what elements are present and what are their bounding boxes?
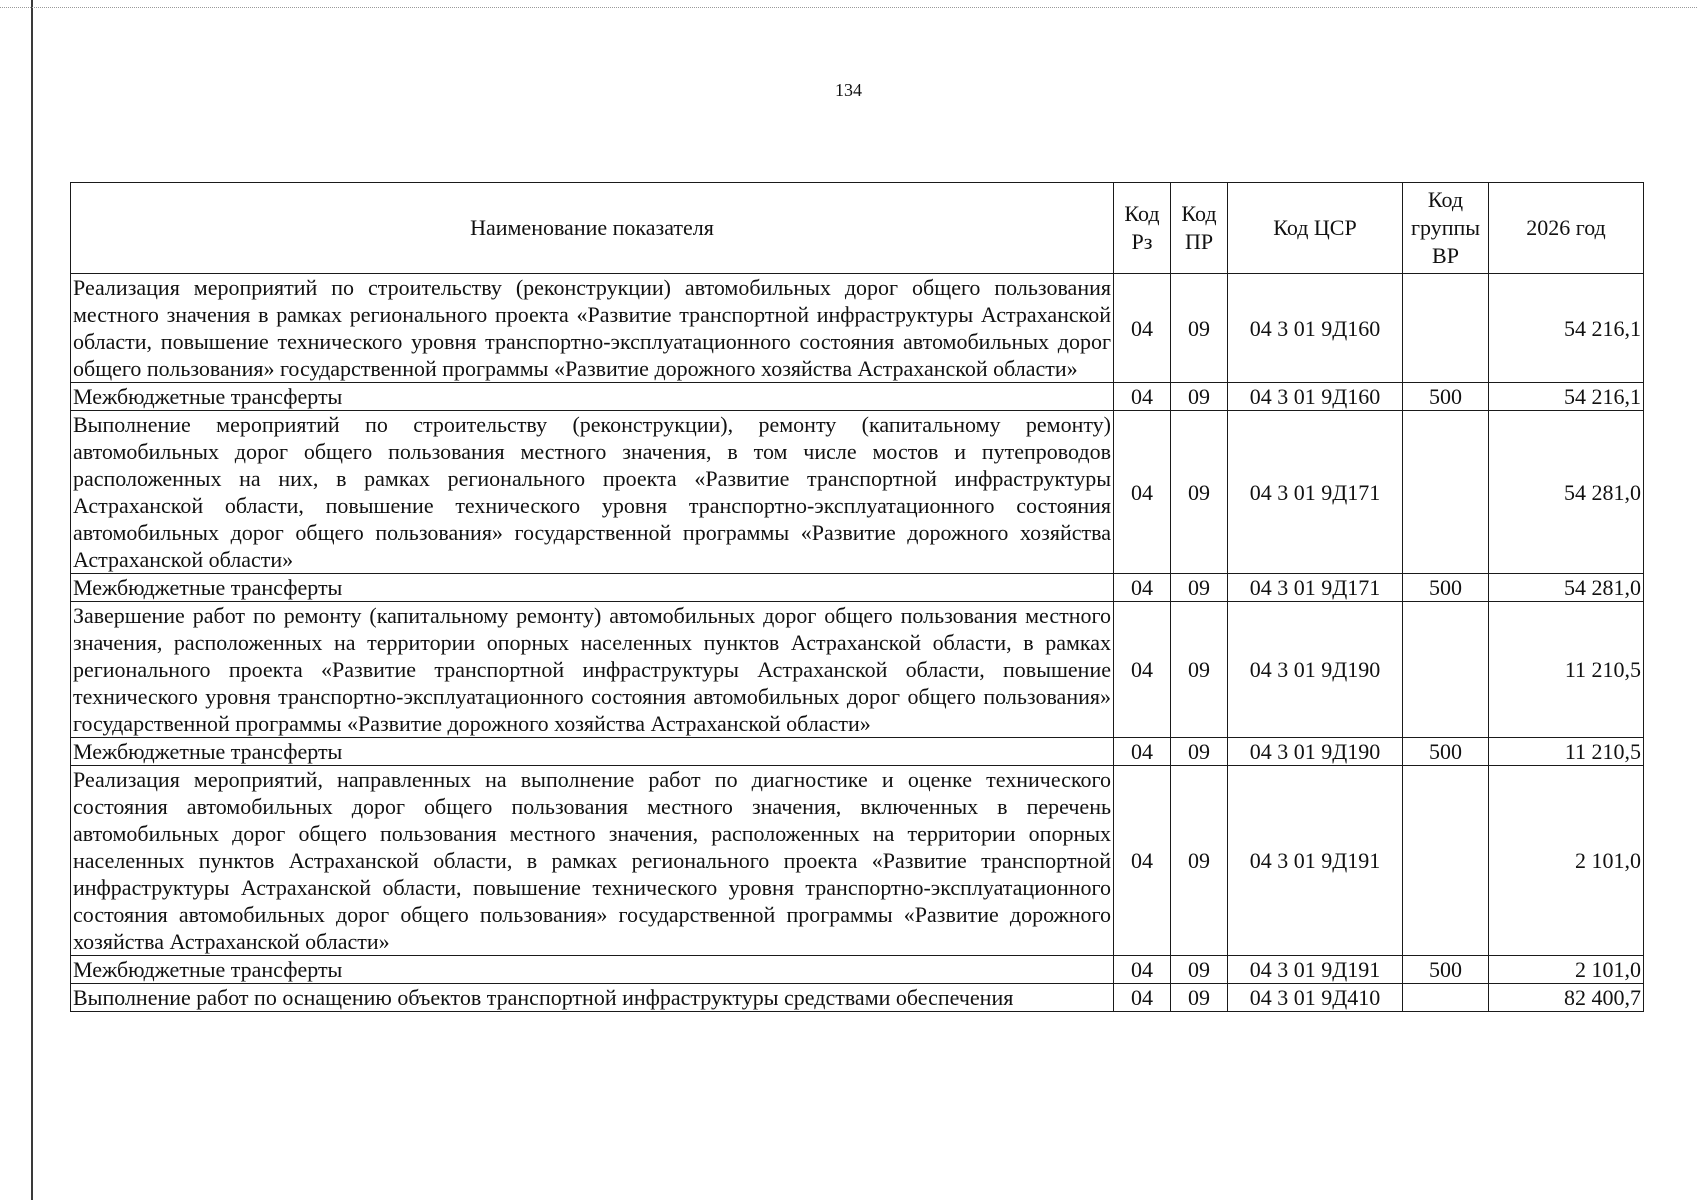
row-csr: 04 3 01 9Д410 [1228, 984, 1403, 1012]
row-csr: 04 3 01 9Д171 [1228, 574, 1403, 602]
budget-table [70, 182, 1644, 1012]
row-pr: 09 [1171, 274, 1228, 383]
row-csr: 04 3 01 9Д171 [1228, 411, 1403, 574]
row-name: Межбюджетные трансферты [71, 956, 1114, 984]
row-amount: 2 101,0 [1489, 956, 1644, 984]
row-name: Реализация мероприятий по строительству (реконструкции) автомобильных дорог общего пользования местного значения в рамках регионального проекта «Развитие транспортной инфраструктуры Астраханской области, повышение технического уровня транспортно-эксплуатационного состояния автомобильных дорог общего пользования» государственной программы «Развитие дорожного хозяйства Астраханской области» [71, 274, 1114, 383]
row-name: Завершение работ по ремонту (капитальному ремонту) автомобильных дорог общего пользования местного значения, расположенных на территории опорных населенных пунктов Астраханской области, в рамках регионального проекта «Развитие транспортной инфраструктуры Астраханской области, повышение технического уровня транспортно-эксплуатационного состояния автомобильных дорог общего пользования» государственной программы «Развитие дорожного хозяйства Астраханской области» [71, 602, 1114, 738]
table-row [71, 766, 1644, 956]
header-year: 2026 год [1489, 183, 1644, 274]
row-vr: 500 [1403, 574, 1489, 602]
table-row [71, 984, 1644, 1012]
row-pr: 09 [1171, 738, 1228, 766]
row-csr: 04 3 01 9Д160 [1228, 383, 1403, 411]
row-pr: 09 [1171, 574, 1228, 602]
row-pr: 09 [1171, 766, 1228, 956]
row-vr [1403, 602, 1489, 738]
table-header [71, 183, 1644, 274]
header-name: Наименование показателя [71, 183, 1114, 274]
scan-top-edge [0, 7, 1697, 8]
row-csr: 04 3 01 9Д190 [1228, 738, 1403, 766]
header-rz: Код Рз [1114, 183, 1171, 274]
row-vr [1403, 766, 1489, 956]
table-row [71, 274, 1644, 383]
row-amount: 11 210,5 [1489, 738, 1644, 766]
row-vr: 500 [1403, 383, 1489, 411]
table-row [71, 574, 1644, 602]
row-vr: 500 [1403, 738, 1489, 766]
row-csr: 04 3 01 9Д160 [1228, 274, 1403, 383]
row-vr [1403, 411, 1489, 574]
table-row [71, 383, 1644, 411]
row-name: Межбюджетные трансферты [71, 574, 1114, 602]
row-amount: 54 216,1 [1489, 383, 1644, 411]
header-row [71, 183, 1644, 274]
header-pr: Код ПР [1171, 183, 1228, 274]
row-csr: 04 3 01 9Д190 [1228, 602, 1403, 738]
row-csr: 04 3 01 9Д191 [1228, 766, 1403, 956]
row-vr: 500 [1403, 956, 1489, 984]
row-rz: 04 [1114, 956, 1171, 984]
row-csr: 04 3 01 9Д191 [1228, 956, 1403, 984]
row-name: Реализация мероприятий, направленных на выполнение работ по диагностике и оценке технического состояния автомобильных дорог общего пользования местного значения, включенных в перечень автомобильных дорог общего пользования местного значения, расположенных на территории опорных населенных пунктов Астраханской области, в рамках регионального проекта «Развитие транспортной инфраструктуры Астраханской области, повышение технического уровня транспортно-эксплуатационного состояния автомобильных дорог общего пользования» государственной программы «Развитие дорожного хозяйства Астраханской области» [71, 766, 1114, 956]
row-name: Межбюджетные трансферты [71, 738, 1114, 766]
row-amount: 11 210,5 [1489, 602, 1644, 738]
row-amount: 2 101,0 [1489, 766, 1644, 956]
row-name: Выполнение работ по оснащению объектов транспортной инфраструктуры средствами обеспечения [71, 984, 1114, 1012]
row-pr: 09 [1171, 383, 1228, 411]
row-pr: 09 [1171, 602, 1228, 738]
table-row [71, 956, 1644, 984]
row-rz: 04 [1114, 411, 1171, 574]
row-rz: 04 [1114, 274, 1171, 383]
row-rz: 04 [1114, 574, 1171, 602]
row-amount: 54 281,0 [1489, 411, 1644, 574]
table-row [71, 738, 1644, 766]
row-rz: 04 [1114, 602, 1171, 738]
row-vr [1403, 984, 1489, 1012]
table-body [71, 274, 1644, 1012]
row-rz: 04 [1114, 738, 1171, 766]
table-row [71, 411, 1644, 574]
page-number: 134 [835, 80, 862, 100]
row-pr: 09 [1171, 411, 1228, 574]
header-vr: Код группы ВР [1403, 183, 1489, 274]
row-name: Выполнение мероприятий по строительству (реконструкции), ремонту (капитальному ремонту) автомобильных дорог общего пользования местного значения, в том числе мостов и путепроводов расположенных на них, в рамках регионального проекта «Развитие транспортной инфраструктуры Астраханской области, повышение технического уровня транспортно-эксплуатационного состояния автомобильных дорог общего пользования» государственной программы «Развитие дорожного хозяйства Астраханской области» [71, 411, 1114, 574]
row-amount: 82 400,7 [1489, 984, 1644, 1012]
row-amount: 54 281,0 [1489, 574, 1644, 602]
row-rz: 04 [1114, 984, 1171, 1012]
row-pr: 09 [1171, 984, 1228, 1012]
row-name: Межбюджетные трансферты [71, 383, 1114, 411]
scan-left-edge [31, 0, 33, 1200]
row-amount: 54 216,1 [1489, 274, 1644, 383]
row-vr [1403, 274, 1489, 383]
row-rz: 04 [1114, 383, 1171, 411]
header-csr: Код ЦСР [1228, 183, 1403, 274]
row-pr: 09 [1171, 956, 1228, 984]
row-rz: 04 [1114, 766, 1171, 956]
table-row [71, 602, 1644, 738]
